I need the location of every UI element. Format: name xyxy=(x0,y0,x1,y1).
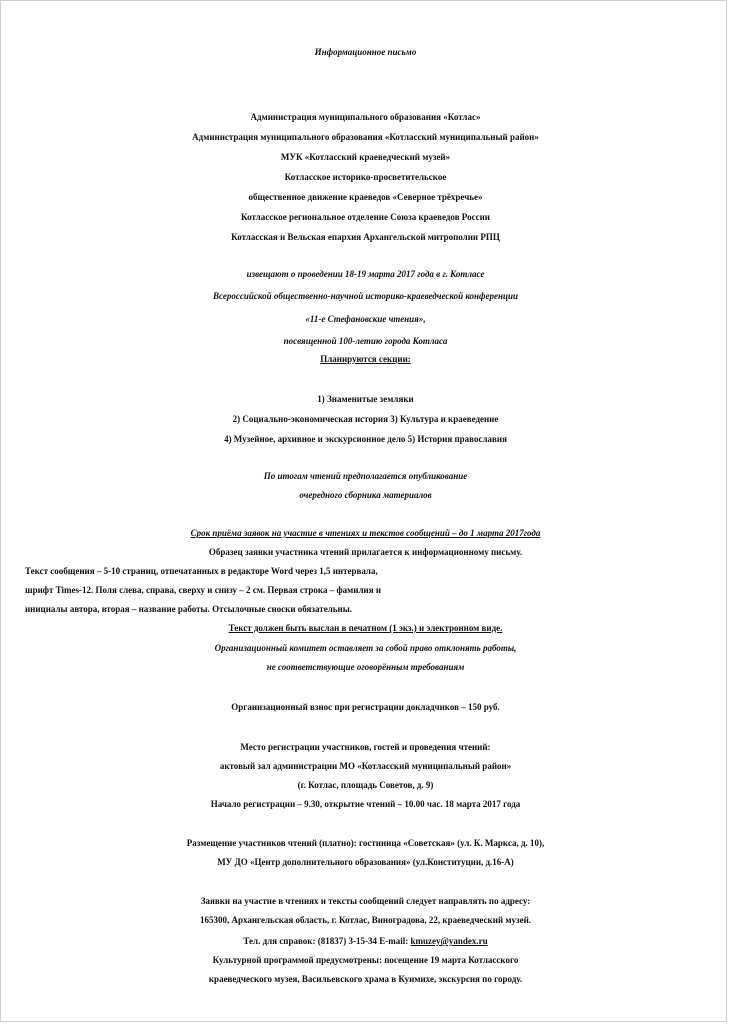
organizer-line: Администрация муниципального образования «Котлас» xyxy=(250,112,481,122)
venue-line: Начало регистрации – 9.30, открытие чтений – 10.00 час. 18 марта 2017 года xyxy=(210,799,521,809)
requirements-line: шрифт Times-12. Поля слева, справа, сверху и снизу – 2 см. Первая строка – фамилия и xyxy=(25,585,382,595)
accommodation-line: МУ ДО «Центр дополнительного образования» (ул.Конституции, д.16-А) xyxy=(217,857,514,867)
contacts-phone-line xyxy=(1,932,729,950)
committee-note: не соответствующие оговорённым требованиям xyxy=(266,662,465,672)
culture-line: краеведческого музея, Васильевского храма в Куимихе, экскурсия по городу. xyxy=(208,974,523,984)
email-link[interactable]: kmuzey@yandex.ru xyxy=(410,936,488,946)
organizer-line: Котласское региональное отделение Союза краеведов России xyxy=(241,212,490,222)
announce-line: извещают о проведении 18-19 марта 2017 года в г. Котласе xyxy=(246,269,485,279)
accommodation-line: Размещение участников чтений (платно): гостиница «Советская» (ул. К. Маркса, д. 10), xyxy=(186,838,545,848)
contacts-line: Заявки на участие в чтениях и тексты сообщений следует направлять по адресу: xyxy=(200,896,531,906)
section-item: 4) Музейное, архивное и экскурсионное дело 5) История православия xyxy=(224,434,507,444)
fee-line: Организационный взнос при регистрации докладчиков – 150 руб. xyxy=(231,702,500,712)
venue-line: актовый зал администрации МО «Котласский муниципальный район» xyxy=(219,761,512,771)
section-item: 2) Социально-экономическая история 3) Культура и краеведение xyxy=(232,414,499,424)
culture-line: Культурной программой предусмотрены: посещение 19 марта Котласского xyxy=(212,955,519,965)
conference-dedication: посвященной 100-летию города Котласа xyxy=(283,336,448,346)
deadline-line: Срок приёма заявок на участие в чтениях и текстов сообщений – до 1 марта 2017года xyxy=(190,528,541,538)
contacts-line: 165300, Архангельская область, г. Котлас, Виноградова, 22, краеведческий музей. xyxy=(199,915,532,925)
format-note: Текст должен быть выслан в печатном (1 экз.) и электронном виде. xyxy=(228,623,503,633)
organizer-line: общественное движение краеведов «Северное трёхречье» xyxy=(248,192,483,202)
publication-note: По итогам чтений предполагается опубликование xyxy=(263,471,468,481)
conference-name: Всероссийской общественно-научной историко-краеведческой конференции xyxy=(213,291,518,301)
requirements-line: Текст сообщения – 5-10 страниц, отпечатанных в редакторе Word через 1,5 интервала, xyxy=(25,566,378,576)
organizer-line: Котласское историко-просветительское xyxy=(284,172,447,182)
organizer-line: Котласская и Вельская епархия Архангельской митрополии РПЦ xyxy=(231,232,500,242)
requirements-line: инициалы автора, вторая – название работы. Отсылочные сноски обязательны. xyxy=(25,604,352,614)
requirements-line: Образец заявки участника чтений прилагается к информационному письму. xyxy=(208,547,523,557)
organizer-line: МУК «Котласский краеведческий музей» xyxy=(280,152,451,162)
phone-text: Тел. для справок: (81837) 3-15-34 E-mail: xyxy=(243,936,411,946)
organizer-line: Администрация муниципального образования «Котласский муниципальный район» xyxy=(192,132,539,142)
committee-note: Организационный комитет оставляет за собой право отклонять работы, xyxy=(214,643,517,653)
publication-note: очередного сборника материалов xyxy=(299,490,432,500)
section-item: 1) Знаменитые земляки xyxy=(317,394,414,404)
venue-line: Место регистрации участников, гостей и проведения чтений: xyxy=(240,742,491,752)
venue-line: (г. Котлас, площадь Советов, д. 9) xyxy=(297,780,434,790)
document-title: Информационное письмо xyxy=(314,47,417,57)
conference-title: «11-е Стефановские чтения», xyxy=(305,314,426,324)
sections-heading: Планируются секции: xyxy=(320,354,411,364)
